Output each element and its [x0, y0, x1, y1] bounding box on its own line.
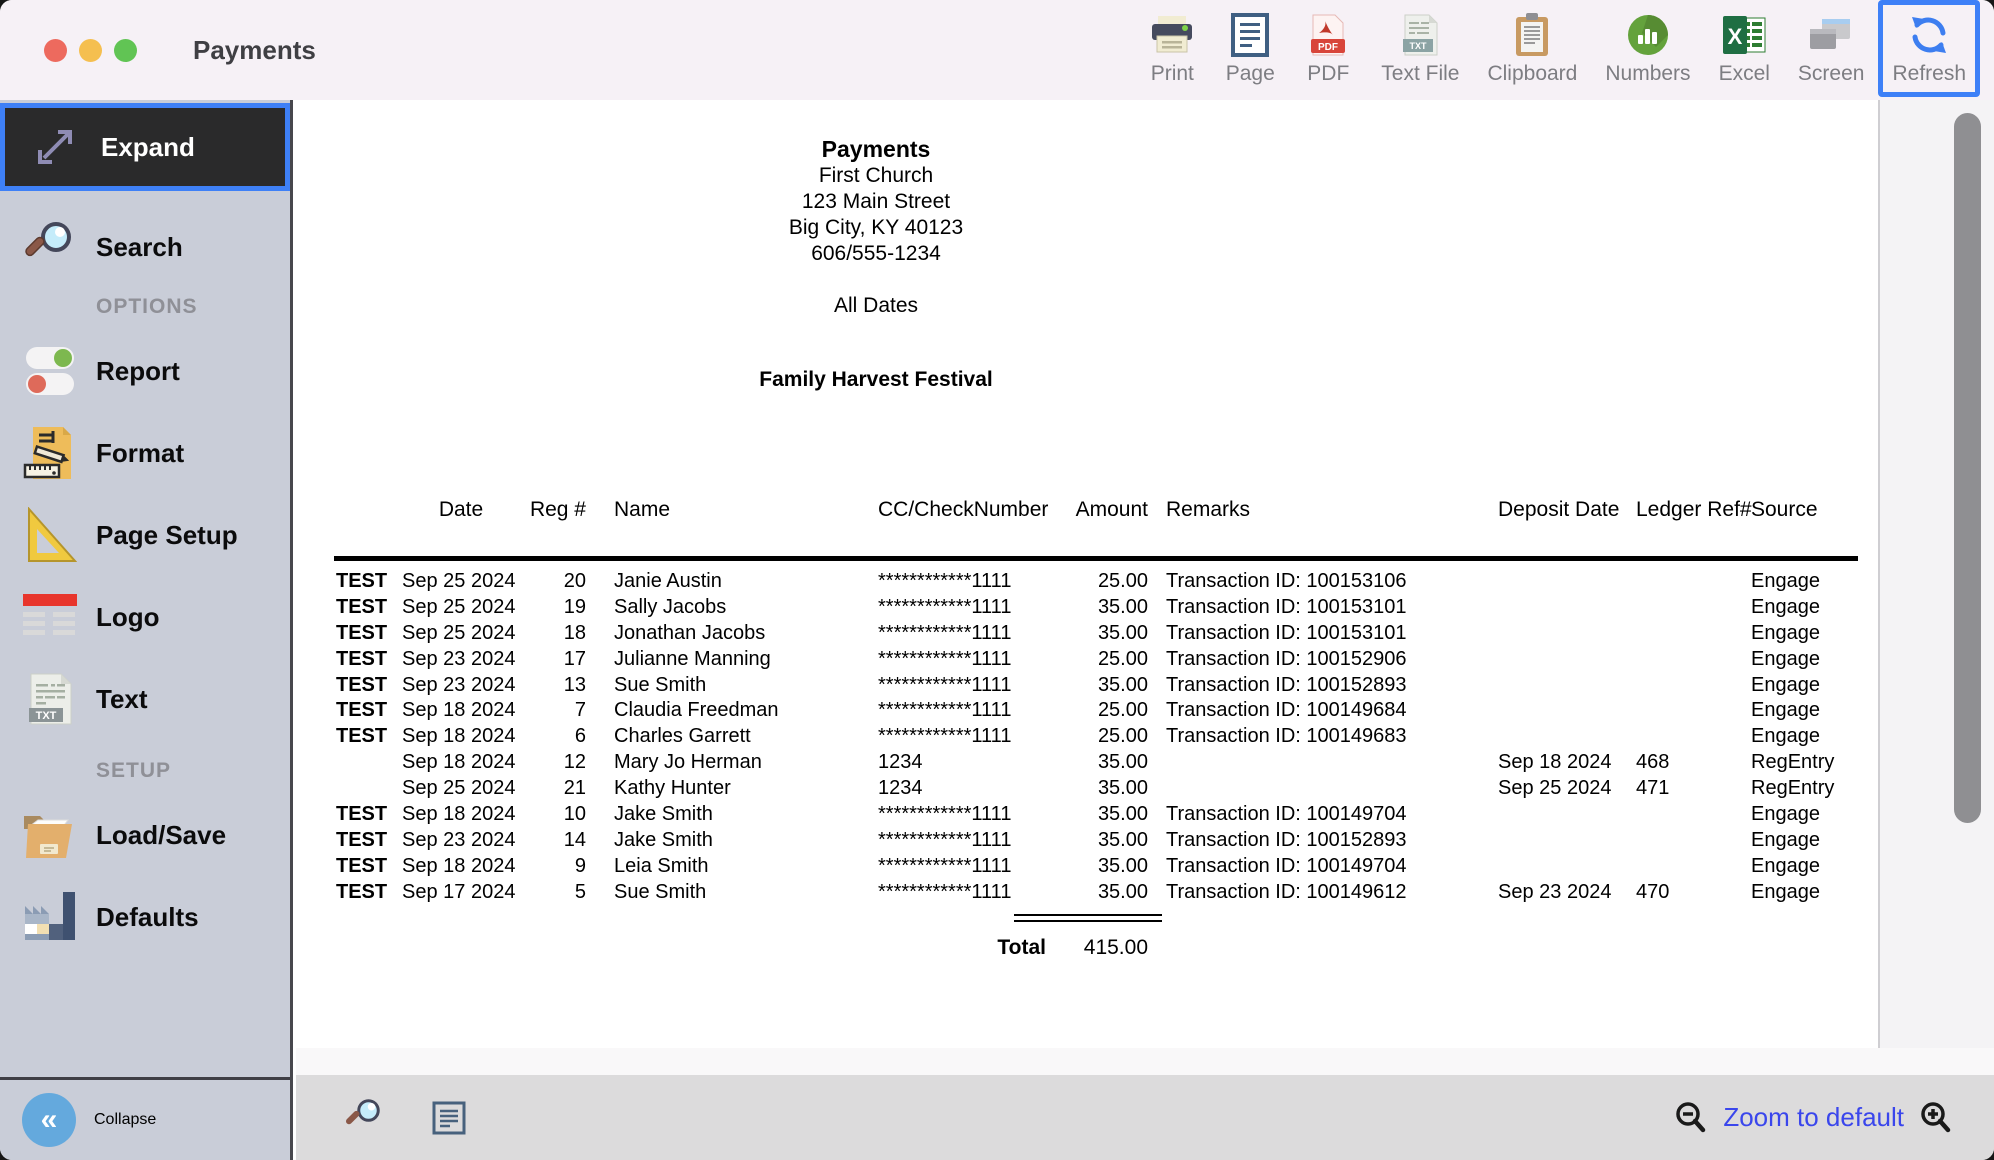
cell-amount: 35.00 [1097, 880, 1148, 903]
cell-test: TEST [336, 621, 388, 644]
toolbar-button-clipboard[interactable] [1473, 0, 1591, 86]
cell-amount: 35.00 [1097, 595, 1148, 618]
cell-ledger: 471 [1636, 777, 1670, 800]
cell-reg: 13 [563, 673, 586, 696]
org-phone: 606/555-1234 [811, 242, 941, 265]
cell-name: Charles Garrett [614, 725, 751, 748]
toolbar-label: PDF [1307, 62, 1350, 85]
cell-cc: ************1111 [878, 828, 1012, 851]
cell-deposit: Sep 18 2024 [1498, 751, 1612, 774]
toolbar-button-text-file[interactable] [1367, 0, 1473, 86]
header-rule [334, 556, 1858, 561]
table-row [336, 596, 1856, 622]
factory-icon [21, 890, 79, 944]
cell-source: RegEntry [1751, 751, 1835, 774]
clipboard-icon [1514, 12, 1550, 58]
cell-cc: ************1111 [878, 621, 1012, 644]
org-street: 123 Main Street [801, 190, 951, 213]
col-header-cc: CC/CheckNumber [878, 498, 1049, 521]
cell-date: Sep 18 2024 [402, 751, 516, 774]
cell-remarks: Transaction ID: 100152906 [1166, 647, 1407, 670]
cell-date: Sep 23 2024 [402, 647, 516, 670]
toolbar [1133, 0, 1980, 100]
cell-amount: 35.00 [1097, 854, 1148, 877]
pdf-icon [1309, 13, 1347, 57]
sidebar-item-text[interactable] [0, 659, 290, 739]
col-header-source: Source [1751, 498, 1818, 521]
table-row [336, 699, 1856, 725]
screen-icon [1808, 15, 1854, 55]
toolbar-label: Numbers [1605, 62, 1691, 85]
sidebar-item-defaults[interactable] [0, 877, 290, 957]
date-range: All Dates [833, 294, 919, 317]
cell-cc: ************1111 [878, 595, 1012, 618]
cell-cc: ************1111 [878, 647, 1012, 670]
table-row [336, 751, 1856, 777]
cell-name: Claudia Freedman [614, 699, 779, 722]
toolbar-button-screen[interactable] [1784, 0, 1879, 86]
cell-source: Engage [1751, 621, 1820, 644]
cell-test: TEST [336, 595, 388, 618]
total-label: Total [997, 936, 1046, 959]
logo-icon [21, 592, 79, 642]
col-header-date: Date [438, 498, 484, 521]
cell-source: Engage [1751, 699, 1820, 722]
cell-cc: ************1111 [878, 673, 1012, 696]
org-city: Big City, KY 40123 [788, 216, 964, 239]
table-row [336, 622, 1856, 648]
cell-remarks: Transaction ID: 100149683 [1166, 725, 1407, 748]
traffic-lights [44, 39, 137, 62]
cell-date: Sep 25 2024 [402, 777, 516, 800]
cell-test: TEST [336, 699, 388, 722]
cell-date: Sep 23 2024 [402, 673, 516, 696]
cell-cc: ************1111 [878, 570, 1012, 592]
sidebar-item-report[interactable] [0, 331, 290, 411]
toolbar-label: Print [1150, 62, 1194, 85]
cell-amount: 25.00 [1097, 699, 1148, 722]
toolbar-button-refresh[interactable] [1878, 0, 1980, 97]
col-header-name: Name [614, 498, 671, 521]
cell-date: Sep 25 2024 [402, 621, 516, 644]
cell-reg: 9 [574, 854, 586, 877]
printer-icon [1150, 14, 1194, 56]
toolbar-label: Excel [1718, 62, 1770, 85]
toolbar-button-pdf[interactable] [1289, 0, 1367, 86]
col-header-amount: Amount [1075, 498, 1148, 521]
payments-table [336, 498, 1856, 959]
cell-source: Engage [1751, 570, 1820, 592]
cell-test: TEST [336, 673, 388, 696]
close-window-button[interactable] [44, 39, 67, 62]
sidebar [0, 100, 293, 1160]
cell-test: TEST [336, 725, 388, 748]
cell-date: Sep 25 2024 [402, 570, 516, 592]
right-scroll-gutter [1878, 100, 1994, 1048]
cell-remarks: Transaction ID: 100149684 [1166, 699, 1407, 722]
svg-text:X: X [1727, 24, 1743, 49]
cell-cc: ************1111 [878, 854, 1012, 877]
cell-source: RegEntry [1751, 777, 1835, 800]
txt-file-icon [27, 672, 73, 726]
sidebar-section-header: SETUP [96, 759, 172, 782]
cell-amount: 25.00 [1097, 570, 1148, 592]
sidebar-item-logo[interactable] [0, 577, 290, 657]
zoom-in-icon[interactable] [1918, 1100, 1954, 1136]
cell-test: TEST [336, 647, 388, 670]
sidebar-item-format[interactable] [0, 413, 290, 493]
cell-amount: 35.00 [1097, 828, 1148, 851]
table-row [336, 803, 1856, 829]
cell-date: Sep 18 2024 [402, 725, 516, 748]
cell-date: Sep 25 2024 [402, 595, 516, 618]
cell-test: TEST [336, 803, 388, 826]
sidebar-item-label: Logo [96, 601, 160, 632]
table-row [336, 725, 1856, 751]
sidebar-item-label: Page Setup [96, 519, 238, 550]
cell-deposit: Sep 23 2024 [1498, 880, 1612, 903]
text-file-icon [1401, 13, 1439, 57]
sidebar-item-label: Load/Save [96, 819, 227, 850]
sidebar-item-label: Expand [101, 131, 195, 162]
magnifier-icon[interactable] [344, 1097, 384, 1139]
report-document [296, 100, 1876, 1048]
cell-reg: 10 [563, 803, 586, 826]
cell-name: Mary Jo Herman [614, 751, 762, 774]
minimize-window-button[interactable] [79, 39, 102, 62]
toolbar-label: Text File [1381, 62, 1460, 85]
cell-ledger: 470 [1636, 880, 1670, 903]
cell-name: Jake Smith [614, 828, 713, 851]
cell-amount: 35.00 [1097, 751, 1148, 774]
content-area [296, 100, 1994, 1075]
total-double-rule [1014, 914, 1162, 922]
cell-reg: 18 [563, 621, 586, 644]
col-header-remarks: Remarks [1166, 498, 1251, 521]
cell-remarks: Transaction ID: 100149612 [1166, 880, 1407, 903]
sidebar-item-label: Search [96, 231, 183, 262]
cell-test: TEST [336, 880, 388, 903]
col-header-reg: Reg # [529, 498, 586, 521]
cell-date: Sep 23 2024 [402, 828, 516, 851]
cell-name: Leia Smith [614, 854, 709, 877]
cell-reg: 5 [574, 880, 586, 903]
title-bar [0, 0, 1994, 100]
report-title: Payments [821, 136, 931, 162]
refresh-icon [1906, 13, 1952, 57]
cell-amount: 25.00 [1097, 725, 1148, 748]
set-square-icon [23, 507, 77, 563]
col-header-ledger: Ledger Ref# [1636, 498, 1752, 521]
cell-reg: 19 [563, 595, 586, 618]
org-name: First Church [818, 164, 934, 187]
expand-icon [28, 120, 82, 174]
cell-remarks: Transaction ID: 100149704 [1166, 854, 1407, 877]
table-row [336, 829, 1856, 855]
cell-name: Kathy Hunter [614, 777, 731, 800]
status-bar [296, 1075, 1994, 1160]
col-header-deposit: Deposit Date [1498, 498, 1620, 521]
table-row [336, 674, 1856, 700]
table-row [336, 648, 1856, 674]
sidebar-item-label: Format [96, 437, 185, 468]
cell-amount: 35.00 [1097, 777, 1148, 800]
cell-test: TEST [336, 828, 388, 851]
sidebar-item-label: Report [96, 355, 180, 386]
magnifier-icon [24, 219, 76, 275]
cell-amount: 25.00 [1097, 647, 1148, 670]
cell-remarks: Transaction ID: 100153106 [1166, 570, 1407, 592]
sidebar-section-header: OPTIONS [96, 295, 198, 318]
cell-source: Engage [1751, 803, 1820, 826]
cell-reg: 14 [563, 828, 586, 851]
cell-reg: 21 [563, 777, 586, 800]
cell-date: Sep 18 2024 [402, 699, 516, 722]
table-header-row [336, 498, 1856, 532]
toggles-icon [22, 345, 78, 397]
numbers-icon [1626, 13, 1670, 57]
cell-name: Sue Smith [614, 880, 707, 903]
table-row [336, 777, 1856, 803]
cell-source: Engage [1751, 854, 1820, 877]
sidebar-item-search[interactable] [0, 207, 290, 287]
toolbar-button-print[interactable] [1133, 0, 1211, 86]
toolbar-button-page[interactable] [1211, 0, 1289, 86]
cell-cc: ************1111 [878, 699, 1012, 722]
cell-amount: 35.00 [1097, 803, 1148, 826]
cell-cc: ************1111 [878, 803, 1012, 826]
cell-name: Jonathan Jacobs [614, 621, 766, 644]
zoom-window-button[interactable] [114, 39, 137, 62]
cell-cc: ************1111 [878, 725, 1012, 748]
doc-lines-icon[interactable] [432, 1101, 466, 1135]
cell-source: Engage [1751, 673, 1820, 696]
toolbar-button-excel[interactable] [1705, 0, 1784, 86]
excel-icon [1721, 14, 1767, 56]
cell-test: TEST [336, 854, 388, 877]
table-row [336, 881, 1856, 907]
folder-icon [20, 808, 80, 862]
cell-date: Sep 18 2024 [402, 803, 516, 826]
cell-reg: 7 [574, 699, 586, 722]
toolbar-label: Clipboard [1487, 62, 1578, 85]
cell-remarks: Transaction ID: 100152893 [1166, 673, 1407, 696]
cell-source: Engage [1751, 880, 1820, 903]
sidebar-item-page-setup[interactable] [0, 495, 290, 575]
cell-cc: 1234 [878, 751, 923, 774]
cell-remarks: Transaction ID: 100153101 [1166, 621, 1407, 644]
table-row [336, 570, 1856, 596]
sidebar-footer [0, 1077, 290, 1160]
zoom-to-default-link[interactable]: Zoom to default [1723, 1102, 1904, 1132]
collapse-icon: « [22, 1093, 76, 1147]
cell-source: Engage [1751, 595, 1820, 618]
cell-name: Jake Smith [614, 803, 713, 826]
cell-deposit: Sep 25 2024 [1498, 777, 1612, 800]
sidebar-item-label: Defaults [96, 901, 199, 932]
zoom-out-icon[interactable] [1673, 1100, 1709, 1136]
format-icon [23, 425, 77, 481]
cell-reg: 20 [563, 570, 586, 592]
cell-reg: 17 [563, 647, 586, 670]
cell-amount: 35.00 [1097, 621, 1148, 644]
sidebar-item-label: Text [96, 683, 148, 714]
svg-text:PDF: PDF [1318, 42, 1339, 53]
cell-name: Sally Jacobs [614, 595, 727, 618]
svg-text:TXT: TXT [1409, 41, 1427, 51]
cell-remarks: Transaction ID: 100149704 [1166, 803, 1407, 826]
cell-date: Sep 17 2024 [402, 880, 516, 903]
svg-text:TXT: TXT [35, 710, 57, 722]
table-row [336, 855, 1856, 881]
cell-name: Janie Austin [614, 570, 722, 592]
cell-name: Julianne Manning [614, 647, 771, 670]
cell-date: Sep 18 2024 [402, 854, 516, 877]
cell-name: Sue Smith [614, 673, 707, 696]
toolbar-button-numbers[interactable] [1591, 0, 1704, 86]
cell-reg: 12 [563, 751, 586, 774]
cell-cc: ************1111 [878, 880, 1012, 903]
cell-cc: 1234 [878, 777, 923, 800]
cell-source: Engage [1751, 828, 1820, 851]
window-title: Payments [193, 34, 316, 65]
sidebar-item-expand[interactable] [0, 103, 290, 191]
cell-amount: 35.00 [1097, 673, 1148, 696]
sidebar-item-load-save[interactable] [0, 795, 290, 875]
vertical-scrollbar[interactable] [1954, 113, 1981, 823]
cell-test: TEST [336, 570, 388, 592]
table-body [336, 570, 1856, 907]
cell-ledger: 468 [1636, 751, 1670, 774]
cell-reg: 6 [574, 725, 586, 748]
cell-source: Engage [1751, 647, 1820, 670]
page-icon [1231, 13, 1269, 57]
cell-remarks: Transaction ID: 100152893 [1166, 828, 1407, 851]
cell-remarks: Transaction ID: 100153101 [1166, 595, 1407, 618]
cell-source: Engage [1751, 725, 1820, 748]
toolbar-label: Page [1225, 62, 1275, 85]
collapse-button[interactable]: Collapse [94, 1111, 157, 1128]
toolbar-label: Screen [1797, 62, 1865, 85]
toolbar-label: Refresh [1892, 62, 1966, 85]
content-bottom-strip [296, 1048, 1994, 1075]
event-title: Family Harvest Festival [759, 368, 993, 391]
total-value: 415.00 [1083, 936, 1148, 959]
